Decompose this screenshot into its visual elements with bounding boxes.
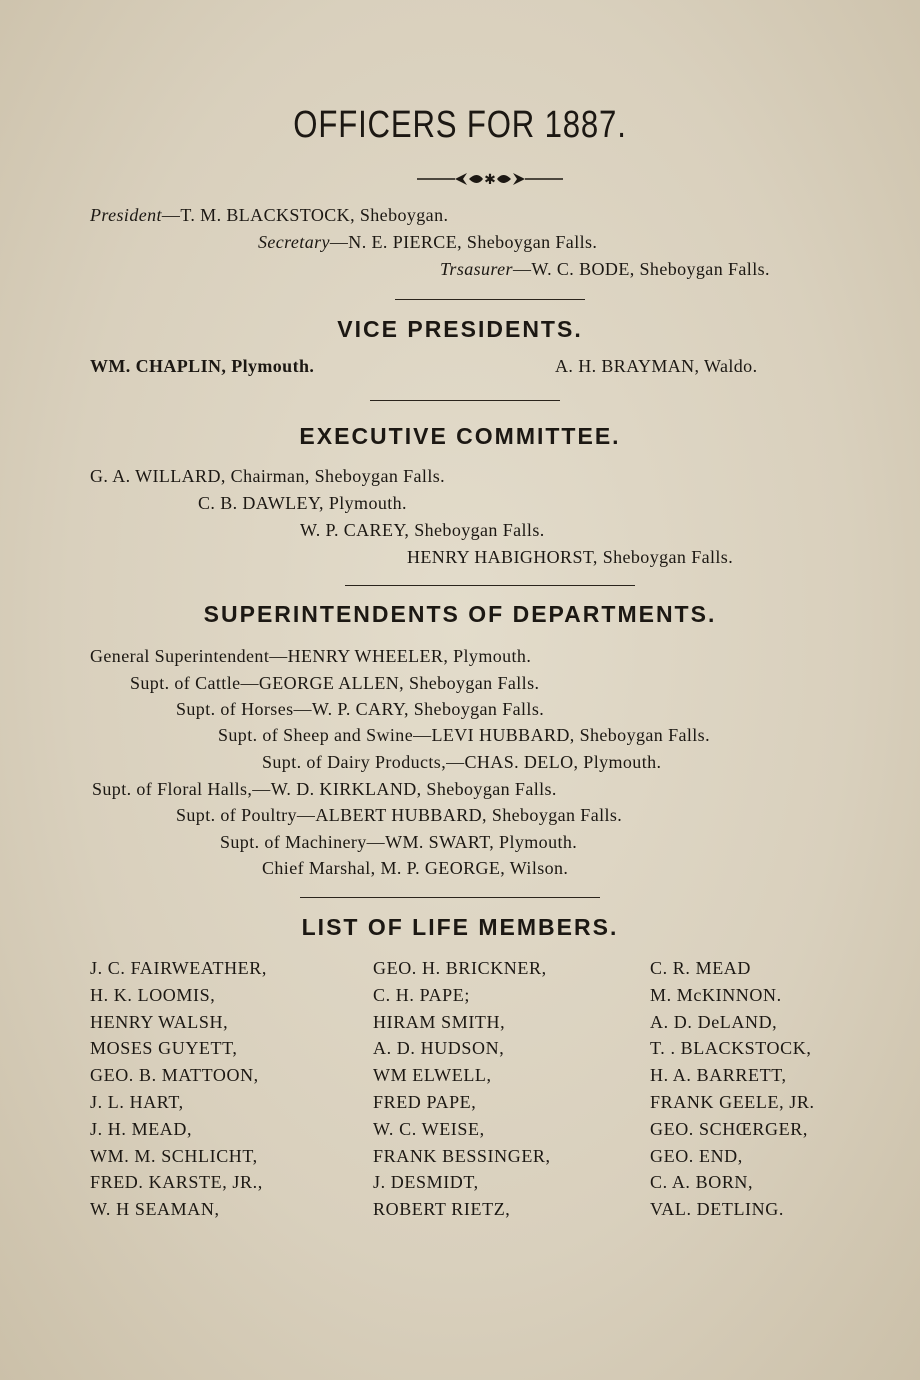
superintendent-line: Supt. of Sheep and Swine—LEVI HUBBARD, Sheboygan Falls.	[218, 725, 710, 745]
life-member-name: J. H. MEAD,	[90, 1118, 193, 1139]
officer-treasurer	[440, 259, 770, 280]
life-member-name: GEO. SCHŒRGER,	[650, 1118, 808, 1139]
superintendent-line: Supt. of Machinery—WM. SWART, Plymouth.	[220, 832, 578, 852]
officer-name: —W. C. BODE, Sheboygan Falls.	[512, 259, 770, 279]
life-member-name: WM. M. SCHLICHT,	[90, 1145, 258, 1166]
officer-name: —N. E. PIERCE, Sheboygan Falls.	[329, 232, 598, 252]
section-rule	[395, 299, 585, 300]
life-member-name: GEO. H. BRICKNER,	[373, 958, 547, 978]
superintendent-line: Supt. of Cattle—GEORGE ALLEN, Sheboygan Falls.	[130, 673, 540, 693]
life-member-name: H. K. LOOMIS,	[90, 984, 216, 1005]
vice-president-1: WM. CHAPLIN, Plymouth.	[90, 356, 315, 376]
life-member-name: WM ELWELL,	[373, 1065, 492, 1086]
life-member-name: FRED PAPE,	[373, 1092, 477, 1112]
ornament-divider-icon	[415, 168, 565, 190]
superintendent-line: Chief Marshal, M. P. GEORGE, Wilson.	[262, 858, 569, 878]
superintendent-line: General Superintendent—HENRY WHEELER, Plymouth.	[90, 646, 532, 666]
executive-member: C. B. DAWLEY, Plymouth.	[198, 493, 407, 513]
life-member-name: C. A. BORN,	[650, 1172, 754, 1193]
executive-member: W. P. CAREY, Sheboygan Falls.	[300, 520, 545, 540]
superintendents-heading: SUPERINTENDENTS OF DEPARTMENTS.	[203, 601, 717, 627]
life-member-name: A. D. DeLAND,	[650, 1011, 778, 1032]
vice-presidents-heading: VICE PRESIDENTS.	[337, 316, 583, 342]
superintendent-line: Supt. of Horses—W. P. CARY, Sheboygan Falls.	[176, 699, 545, 719]
life-member-name: VAL. DETLING.	[650, 1199, 784, 1220]
life-member-name: A. D. HUDSON,	[373, 1038, 505, 1059]
life-member-name: M. McKINNON.	[650, 984, 782, 1005]
life-member-name: GEO. END,	[650, 1145, 743, 1166]
life-member-name: J. C. FAIRWEATHER,	[90, 958, 267, 978]
life-member-name: C. R. MEAD	[650, 958, 752, 978]
officer-name: —T. M. BLACKSTOCK, Sheboygan.	[161, 205, 449, 225]
officer-role: President	[90, 205, 162, 225]
executive-member: HENRY HABIGHORST, Sheboygan Falls.	[407, 547, 734, 567]
life-members-heading: LIST OF LIFE MEMBERS.	[301, 914, 619, 940]
svg-text:✱: ✱	[484, 173, 496, 188]
vice-president-2: A. H. BRAYMAN, Waldo.	[555, 356, 758, 376]
life-member-name: W. H SEAMAN,	[90, 1199, 220, 1220]
executive-member: G. A. WILLARD, Chairman, Sheboygan Falls.	[90, 466, 446, 486]
life-member-name: HIRAM SMITH,	[373, 1011, 506, 1032]
life-member-name: FRED. KARSTE, JR.,	[90, 1172, 263, 1193]
page-title: OFFICERS FOR 1887.	[293, 104, 627, 146]
section-rule	[345, 585, 635, 586]
officer-role: Secretary	[258, 232, 330, 252]
section-rule	[300, 897, 600, 898]
life-member-name: GEO. B. MATTOON,	[90, 1065, 259, 1086]
officer-president	[90, 205, 448, 226]
life-member-name: HENRY WALSH,	[90, 1011, 229, 1032]
superintendent-line: Supt. of Dairy Products,—CHAS. DELO, Plymouth.	[262, 752, 662, 772]
superintendent-line: Supt. of Poultry—ALBERT HUBBARD, Sheboygan Falls.	[176, 805, 623, 825]
life-member-name: H. A. BARRETT,	[650, 1065, 787, 1086]
life-member-name: ROBERT RIETZ,	[373, 1199, 511, 1220]
executive-committee-heading: EXECUTIVE COMMITTEE.	[299, 423, 621, 449]
officer-secretary	[258, 232, 597, 253]
life-member-name: FRANK GEELE, JR.	[650, 1092, 815, 1112]
life-member-name: C. H. PAPE;	[373, 984, 470, 1005]
life-member-name: J. L. HART,	[90, 1092, 184, 1112]
life-member-name: W. C. WEISE,	[373, 1118, 485, 1139]
life-member-name: MOSES GUYETT,	[90, 1038, 238, 1059]
officer-role: Trsasurer	[440, 259, 513, 279]
life-member-name: FRANK BESSINGER,	[373, 1145, 551, 1166]
superintendent-line: Supt. of Floral Halls,—W. D. KIRKLAND, Sheboygan Falls.	[92, 779, 557, 799]
life-member-name: T. . BLACKSTOCK,	[650, 1038, 812, 1059]
section-rule	[370, 400, 560, 401]
life-member-name: J. DESMIDT,	[373, 1172, 479, 1193]
